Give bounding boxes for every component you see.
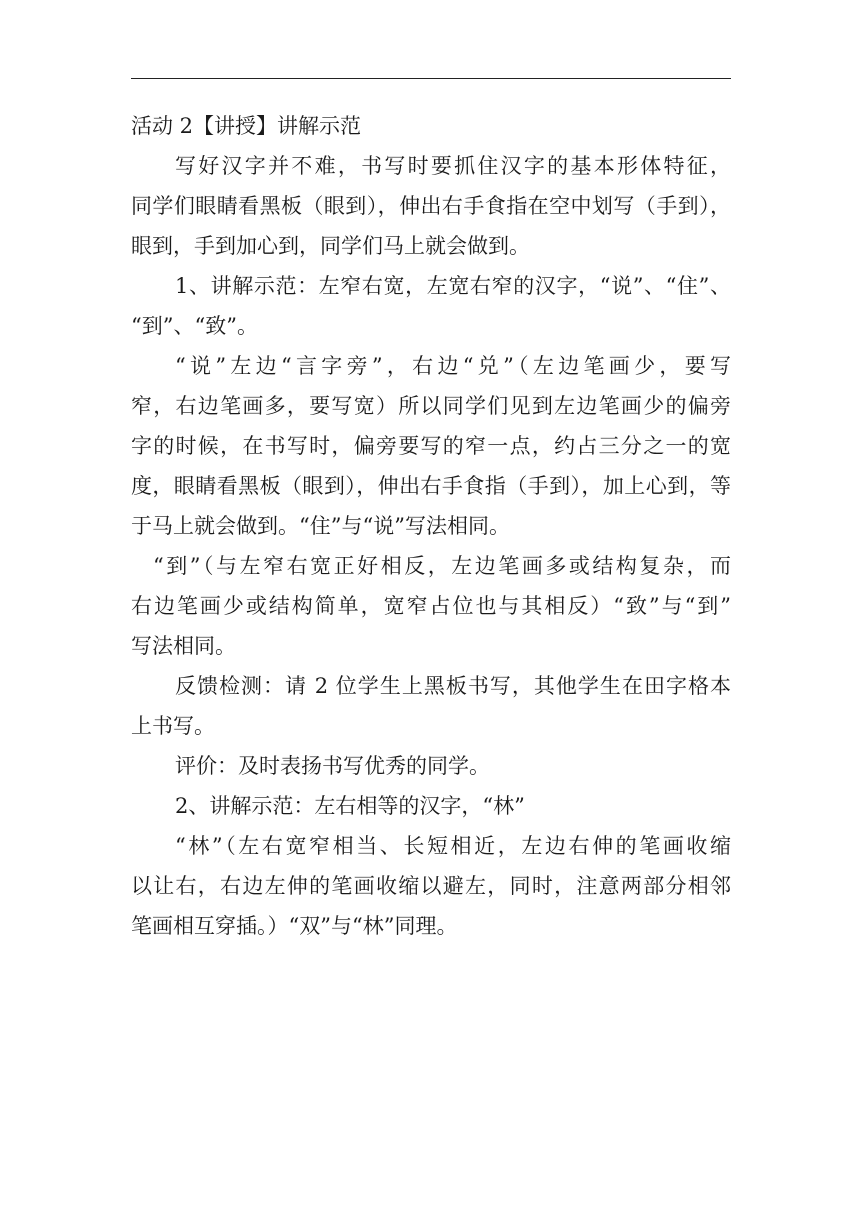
- paragraph-intro-line-3: 眼到，手到加心到，同学们马上就会做到。: [131, 234, 530, 258]
- header-rule: [131, 78, 731, 79]
- paragraph-shuo-line-5: 于马上就会做到。“住”与“说”写法相同。: [131, 514, 510, 538]
- section-heading: 活动 2【讲授】讲解示范: [131, 114, 362, 138]
- paragraph-intro-line-1: 写好汉字并不难，书写时要抓住汉字的基本形体特征，: [175, 154, 731, 178]
- paragraph-feedback-line-2: 上书写。: [131, 714, 215, 738]
- paragraph-point-1-line-1: 1、讲解示范：左窄右宽，左宽右窄的汉字，“说”、“住”、: [175, 274, 731, 298]
- paragraph-point-1-line-2: “到”、“致”。: [131, 314, 258, 338]
- paragraph-lin-line-2: 以让右，右边左伸的笔画收缩以避左，同时，注意两部分相邻: [131, 874, 731, 898]
- paragraph-shuo-line-4: 度，眼睛看黑板（眼到），伸出右手食指（手到），加上心到，等: [131, 474, 731, 498]
- paragraph-evaluation-line-1: 评价：及时表扬书写优秀的同学。: [175, 754, 490, 778]
- document-body: [131, 106, 731, 946]
- paragraph-intro-line-2: 同学们眼睛看黑板（眼到），伸出右手食指在空中划写（手到），: [131, 194, 731, 218]
- paragraph-dao-line-3: 写法相同。: [131, 634, 236, 658]
- paragraph-lin-line-1: “林”（左右宽窄相当、长短相近，左边右伸的笔画收缩: [175, 834, 731, 858]
- paragraph-dao-line-2: 右边笔画少或结构简单，宽窄占位也与其相反）“致”与“到”: [131, 594, 731, 618]
- paragraph-shuo-line-3: 字的时候，在书写时，偏旁要写的窄一点，约占三分之一的宽: [131, 434, 731, 458]
- paragraph-lin-line-3: 笔画相互穿插。）“双”与“林”同理。: [131, 914, 458, 938]
- paragraph-shuo-line-2: 窄，右边笔画多，要写宽）所以同学们见到左边笔画少的偏旁: [131, 394, 731, 418]
- paragraph-feedback-line-1: 反馈检测：请 2 位学生上黑板书写，其他学生在田字格本: [175, 674, 731, 698]
- paragraph-shuo-line-1: “说”左边“言字旁”，右边“兑”（左边笔画少，要写: [175, 354, 731, 378]
- paragraph-dao-line-1: “到”（与左窄右宽正好相反，左边笔画多或结构复杂，而: [153, 554, 731, 578]
- paragraph-point-2-line-1: 2、讲解示范：左右相等的汉字，“林”: [175, 794, 525, 818]
